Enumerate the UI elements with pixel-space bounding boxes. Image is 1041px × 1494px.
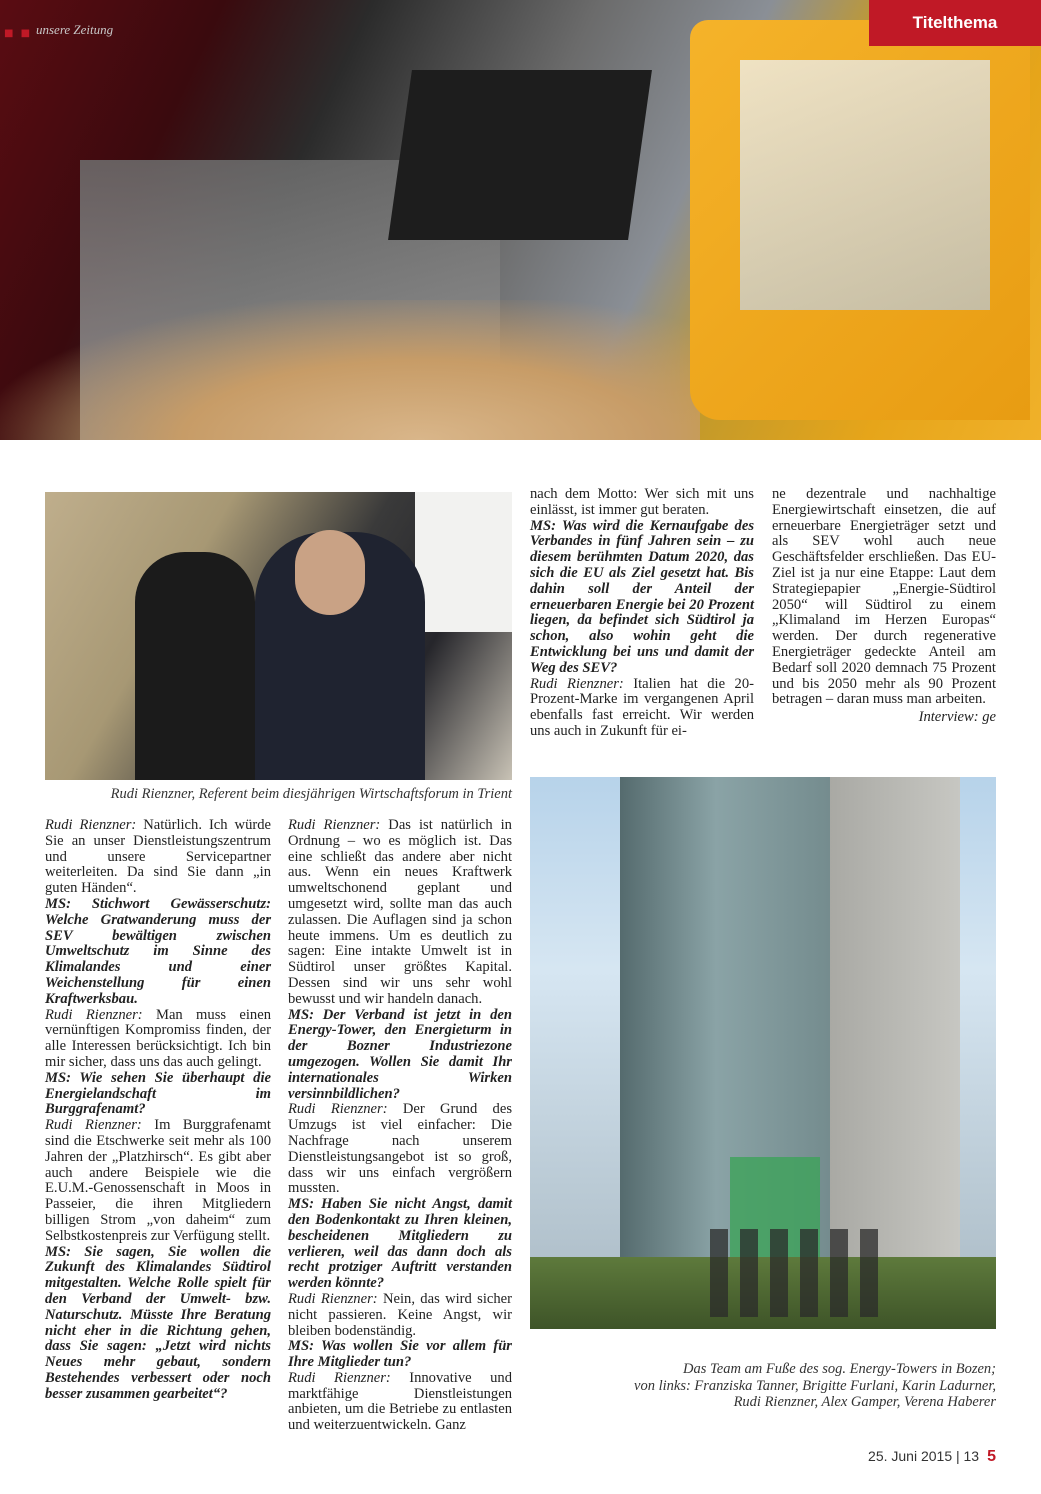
- speaker-head: [295, 530, 365, 615]
- interview-answer: Rudi Rienzner: Im Burggrafenamt sind die Etschwerke seit mehr als 100 Jahren der „Platzhirsch“. Es gibt aber auch andere Beispiele wie die E.U.M.-Genossenschaft in Moos in Passeier, die ihren Mitgliedern billigen Strom „von daheim“ zum Selbstkostenpreis zur Verfügung stellt.: [45, 1117, 271, 1244]
- caption-line: von links: Franziska Tanner, Brigitte Furlani, Karin Ladurner,: [634, 1377, 996, 1394]
- text-column-1: [45, 818, 271, 1402]
- caption-line: Rudi Rienzner, Alex Gamper, Verena Haberer: [733, 1394, 996, 1410]
- brand-squares: ■ ■: [4, 28, 33, 39]
- interview-question: MS: Sie sagen, Sie wollen die Zukunft des Klimalandes Südtirol mitgestalten. Welche Rolle spielt für den Verband der Umwelt- bzw. Naturschutz. Müsste Ihre Beratung nicht eher in die Richtung gehen, dass Sie sagen: „Jetzt wird nichts Neues mehr gebaut, sondern Bestehendes verbessert oder noch besser zusammen gearbeitet“?: [45, 1243, 271, 1402]
- speaker-name: Rudi Rienzner:: [288, 1369, 391, 1386]
- interview-answer: Rudi Rienzner: Man muss einen vernünftigen Kompromiss finden, der alle Interessen berücksichtigt. Ich bin mir sicher, dass uns das auch gelingt.: [45, 1006, 271, 1070]
- caption-line: Das Team am Fuße des sog. Energy-Towers in Bozen;: [683, 1361, 996, 1377]
- interview-question: MS: Was wird die Kernaufgabe des Verbandes in fünf Jahren sein – zu diesem berühmten Datum 2020, das sich die EU als Ziel gesetzt hat. Bis dahin soll der Anteil der erneuerbaren Energie bei 20 Prozent liegen, da befindet sich Südtirol ja schon, also wohin geht die Entwicklung bei uns und damit der Weg des SEV?: [530, 517, 754, 676]
- interview-answer: Rudi Rienzner: Das ist natürlich in Ordnung – wo es möglich ist. Das eine schließt das andere aber nicht aus. Wenn ein neues Kraftwerk umweltschonend geplant und umgesetzt wird, sollte man das auch zulassen. Die Auflagen sind ja schon heute immens. Um es deutlich zu sagen: Eine intakte Umwelt ist in Südtirol unser größtes Kapital. Dessen sind wir uns sehr wohl bewusst und wir handeln danach.: [288, 817, 512, 1007]
- interview-answer: Rudi Rienzner: Der Grund des Umzugs ist viel einfacher: Die Nachfrage nach unserem Dienstleistungsangebot ist so groß, dass wir uns einfach vergrößern mussten.: [288, 1101, 512, 1197]
- flipchart: [415, 492, 512, 632]
- hero-photo-wheel-loader: [0, 0, 1041, 440]
- interview-answer: Rudi Rienzner: Italien hat die 20-Prozent-Marke im vergangenen April ebenfalls fast erreicht. Wir werden uns auch in Zukunft für ei-: [530, 675, 754, 739]
- interview-question: MS: Was wollen Sie vor allem für Ihre Mitglieder tun?: [288, 1338, 512, 1371]
- interview-question: MS: Wie sehen Sie überhaupt die Energielandschaft im Burggrafenamt?: [45, 1069, 271, 1118]
- speaker-name: Rudi Rienzner:: [288, 1290, 378, 1307]
- caption-photo-forum: Rudi Rienzner, Referent beim diesjährigen Wirtschaftsforum in Trient: [110, 786, 512, 802]
- interview-answer: Rudi Rienzner: Natürlich. Ich würde Sie an unser Dienstleistungszentrum und unsere Servicepartner weiterleiten. Da sind Sie dann „in guten Händen“.: [45, 817, 272, 897]
- interview-answer: Rudi Rienzner: Nein, das wird sicher nicht passieren. Keine Angst, wir bleiben bodenständig.: [288, 1290, 512, 1339]
- speaker-name: Rudi Rienzner:: [288, 817, 381, 833]
- interview-answer: nach dem Motto: Wer sich mit uns einlässt, ist immer gut beraten.: [530, 486, 754, 518]
- interview-answer: Rudi Rienzner: Innovative und marktfähige Dienstleistungen anbieten, um die Betriebe zu entlasten und weiterzuentwickeln. Ganz: [288, 1369, 512, 1434]
- tower-concrete-side: [830, 777, 960, 1297]
- interview-signature: Interview: ge: [918, 709, 996, 726]
- team-group: [710, 1229, 890, 1317]
- speaker-name: Rudi Rienzner:: [45, 817, 137, 833]
- text-column-4: [772, 487, 996, 726]
- caption-photo-tower: [530, 1361, 996, 1411]
- photo-forum-panel: [45, 492, 512, 780]
- section-tag: Titelthema: [869, 0, 1041, 46]
- text-column-3: [530, 487, 754, 740]
- brand-name: unsere Zeitung: [36, 22, 114, 37]
- page-footer: [700, 1448, 996, 1466]
- speaker-name: Rudi Rienzner:: [530, 675, 624, 692]
- text-column-2: [288, 818, 512, 1434]
- speaker-name: Rudi Rienzner:: [45, 1117, 142, 1134]
- speaker-name: Rudi Rienzner:: [288, 1101, 388, 1118]
- loader-bucket: [388, 70, 652, 240]
- interview-question: MS: Haben Sie nicht Angst, damit den Bodenkontakt zu Ihren kleinen, bescheidenen Mitgliedern zu verlieren, weil das dann doch als recht protziger Auftritt verstanden werden könnte?: [288, 1196, 512, 1292]
- photo-energy-tower: [530, 777, 996, 1329]
- issue-date: 25. Juni 2015 | 13: [868, 1448, 980, 1464]
- page-number: 5: [987, 1448, 996, 1465]
- person-left: [135, 552, 255, 780]
- speaker-name: Rudi Rienzner:: [45, 1006, 143, 1023]
- loader-window: [740, 60, 990, 310]
- interview-question: MS: Stichwort Gewässerschutz: Welche Gratwanderung muss der SEV bewältigen zwischen Umweltschutz im Sinne des Klimalandes und einer Weichenstellung für einen Kraftwerksbau.: [45, 895, 271, 1007]
- interview-answer: ne dezentrale und nachhaltige Energiewirtschaft einsetzen, die auf erneuerbare Energieträger setzt und als SEV wohl auch neue Geschäftsfelder erschließen. Das EU-Ziel ist ja nur eine Etappe: Laut dem Strategiepapier „Energie-Südtirol 2050“ will Südtirol zu einem „Klimaland im Herzen Europas“ werden. Der durch regenerative Energieträger gedeckte Anteil am Bedarf soll 2020 demnach 75 Prozent und bis 2050 mehr als 90 Prozent betragen – daran muss man arbeiten.: [772, 486, 996, 708]
- interview-question: MS: Der Verband ist jetzt in den Energy-Tower, den Energieturm in der Bozner Industriezone umgezogen. Wollen Sie damit Ihr internationales Wirken versinnbildlichen?: [288, 1006, 512, 1102]
- wood-chips-pile: [0, 300, 700, 440]
